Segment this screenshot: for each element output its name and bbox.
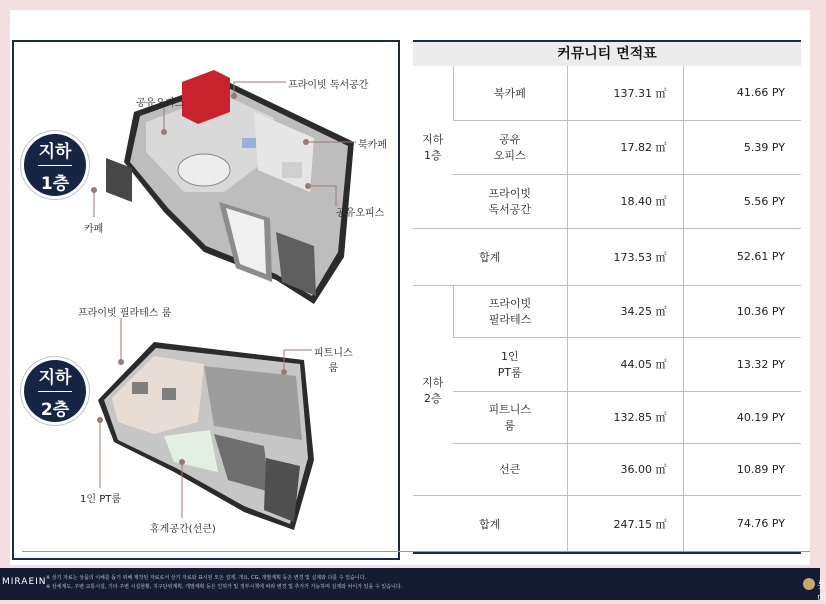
space-name-cell <box>453 285 567 337</box>
floor-plan-illustration <box>14 42 398 558</box>
sqm-cell: 132.85 ㎡ <box>567 391 683 443</box>
callout-fitness-line1: 피트니스 <box>314 348 353 359</box>
space-name-cell <box>453 443 567 495</box>
table-row <box>413 66 801 120</box>
b1-total-py: 52.61 PY <box>683 228 801 285</box>
space-name-line2: PT룸 <box>497 366 522 379</box>
b2-badge-line2: 2층 <box>40 399 70 420</box>
b2-badge-line1: 지하 <box>38 367 72 388</box>
space-name: 프라이빗 <box>488 187 531 200</box>
callout-lounge: 휴게공간(선큰) <box>150 524 216 535</box>
badge-divider <box>38 391 72 392</box>
sqm-cell: 18.40 ㎡ <box>567 174 683 228</box>
sqm-cell: 36.00 ㎡ <box>567 443 683 495</box>
space-name: 프라이빗 <box>488 297 532 310</box>
callout-fitness <box>314 344 353 374</box>
space-name-cell <box>453 391 567 443</box>
brand-wordmark: MIRAEIN <box>2 577 47 587</box>
callout-cafe: 카페 <box>84 224 104 235</box>
table-row <box>413 337 801 391</box>
brochure-sheet <box>10 10 810 565</box>
b2-total-py: 74.76 PY <box>683 495 801 553</box>
space-name: 북카페 <box>494 86 526 100</box>
callout-shared-office-top: 공유오피스 <box>136 98 185 109</box>
space-name-line2: 룸 <box>504 419 516 432</box>
b1-badge-line1: 지하 <box>38 141 72 162</box>
callout-pt-room: 1인 PT룸 <box>80 494 121 505</box>
space-name: 1인 <box>500 350 519 363</box>
bottom-divider <box>22 551 810 552</box>
b2-floor-badge <box>24 360 86 422</box>
b2-total-label: 합계 <box>413 495 567 553</box>
callout-shared-office-right: 공유오피스 <box>336 208 385 219</box>
py-cell: 40.19 PY <box>683 391 801 443</box>
b1-floor-line1: 지하 <box>422 132 444 146</box>
disclaimer-line-2: ※ 상세계도, 주변 교통시설, 기타 주변 시설현황, 지구단위계획, 개발계획 등은 인허가 및 정부시책에 따라 변경 및 추가가 가능하며 실제와 차이가 있을 수 있습니다. <box>46 584 403 590</box>
b2-total-sqm: 247.15 ㎡ <box>567 495 683 553</box>
b2-floor-line2: 2층 <box>423 392 442 405</box>
table-row-total <box>413 228 801 285</box>
callout-private-reading: 프라이빗 독서공간 <box>288 80 369 91</box>
badge-divider <box>38 165 72 166</box>
space-name: 선큰 <box>499 463 521 476</box>
sqm-cell: 44.05 ㎡ <box>567 337 683 391</box>
floor-plan-panel <box>12 40 400 560</box>
disclaimer-line-1: ※ 상기 자료는 상품의 이해를 돕기 위해 제작된 자료로서 상기 자료와 표시된 모든 설계, 개요, CG, 개발계획 등은 변경 및 실제와 다를 수 있습니다. <box>46 575 367 581</box>
sqm-cell: 137.31 ㎡ <box>567 66 683 120</box>
space-name-cell <box>453 66 567 120</box>
table-row <box>413 174 801 228</box>
sqm-cell: 34.25 ㎡ <box>567 285 683 337</box>
b1-badge-line2: 1층 <box>40 173 70 194</box>
callout-private-pilates: 프라이빗 필라테스 룸 <box>78 308 172 319</box>
py-cell: 10.89 PY <box>683 443 801 495</box>
table-title: 커뮤니티 면적표 <box>413 40 801 66</box>
callout-fitness-line2: 룸 <box>328 363 339 374</box>
space-name: 피트니스 <box>488 403 531 416</box>
space-name-cell <box>453 174 567 228</box>
callout-book-cafe: 북카페 <box>358 140 387 151</box>
space-name-cell <box>453 120 567 174</box>
b1-floor-line2: 1층 <box>423 148 442 162</box>
b1-floor-badge <box>24 134 86 196</box>
b1-total-label: 합계 <box>413 228 567 285</box>
table-row <box>413 120 801 174</box>
table-row <box>413 391 801 443</box>
space-name-line2: 오피스 <box>493 149 526 162</box>
space-name-line2: 필라테스 <box>488 313 532 326</box>
py-cell: 5.39 PY <box>683 120 801 174</box>
builder-logo-text: 롯데 <box>817 581 826 604</box>
space-name-cell <box>453 337 567 391</box>
b1-floor-cell <box>413 66 453 228</box>
table-row-total <box>413 495 801 553</box>
sqm-cell: 17.82 ㎡ <box>567 120 683 174</box>
space-name: 공유 <box>499 133 521 146</box>
py-cell: 41.66 PY <box>683 66 801 120</box>
b2-floor-cell <box>413 285 453 495</box>
table-row <box>413 285 801 337</box>
space-name-line2: 독서공간 <box>488 203 531 216</box>
table-row <box>413 443 801 495</box>
community-area-table <box>413 40 801 554</box>
builder-logo-icon <box>803 578 815 590</box>
b2-floor-line1: 지하 <box>422 376 444 389</box>
py-cell: 13.32 PY <box>683 337 801 391</box>
b1-total-sqm: 173.53 ㎡ <box>567 228 683 285</box>
area-table <box>413 66 801 554</box>
footer-bar <box>0 568 826 604</box>
py-cell: 5.56 PY <box>683 174 801 228</box>
py-cell: 10.36 PY <box>683 285 801 337</box>
